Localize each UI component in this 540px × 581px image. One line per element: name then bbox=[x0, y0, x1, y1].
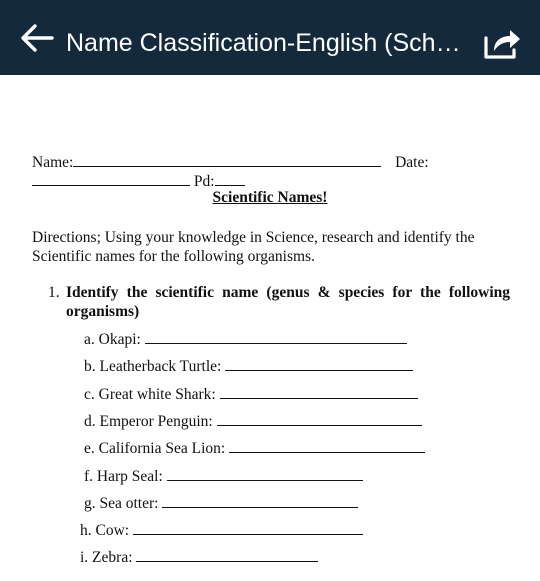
answer-blank bbox=[167, 466, 363, 481]
answer-blank bbox=[136, 547, 318, 562]
list-item bbox=[84, 493, 358, 513]
item-label: f. Harp Seal: bbox=[84, 468, 163, 485]
item-label: i. Zebra: bbox=[80, 549, 133, 566]
item-label: d. Emperor Penguin: bbox=[84, 413, 213, 430]
name-label: Name: bbox=[32, 154, 74, 171]
answer-blank bbox=[229, 438, 425, 453]
answer-blank bbox=[225, 356, 413, 371]
worksheet-page bbox=[0, 75, 540, 581]
pd-label: Pd: bbox=[193, 173, 215, 190]
document-title: Name Classification-English (Sch… bbox=[66, 29, 461, 57]
item-label: e. California Sea Lion: bbox=[84, 440, 226, 457]
answer-blank bbox=[145, 329, 407, 344]
list-item bbox=[84, 411, 422, 431]
item-label: b. Leatherback Turtle: bbox=[84, 358, 222, 375]
directions-text: Directions; Using your knowledge in Science, research and identify the Scientific names for the following organisms. bbox=[32, 229, 475, 265]
item-label: c. Great white Shark: bbox=[84, 386, 216, 403]
item-label: g. Sea otter: bbox=[84, 495, 159, 512]
question-number: 1. bbox=[48, 284, 60, 301]
list-item bbox=[84, 356, 413, 376]
item-label: h. Cow: bbox=[80, 522, 130, 539]
arrow-left-icon bbox=[18, 22, 56, 54]
pd-line bbox=[32, 171, 245, 191]
name-date-line bbox=[32, 152, 429, 172]
list-item bbox=[84, 329, 407, 349]
name-blank bbox=[73, 152, 381, 167]
list-item bbox=[84, 384, 418, 404]
top-app-bar bbox=[0, 0, 540, 75]
answer-blank bbox=[217, 411, 422, 426]
item-label: a. Okapi: bbox=[84, 331, 141, 348]
date-label: Date: bbox=[395, 154, 429, 171]
answer-blank bbox=[133, 520, 363, 535]
question-text: Identify the scientific name (genus & species for the following organisms) bbox=[66, 284, 510, 320]
back-button[interactable] bbox=[18, 22, 56, 54]
pd-blank bbox=[215, 171, 245, 186]
list-item bbox=[84, 466, 363, 486]
list-item bbox=[80, 547, 318, 567]
list-item bbox=[80, 520, 363, 540]
share-icon bbox=[482, 26, 522, 60]
worksheet-heading: Scientific Names! bbox=[212, 189, 328, 206]
list-item bbox=[84, 438, 425, 458]
answer-blank bbox=[220, 384, 418, 399]
answer-blank bbox=[162, 493, 358, 508]
share-button[interactable] bbox=[482, 26, 522, 60]
line-blank bbox=[32, 171, 190, 186]
